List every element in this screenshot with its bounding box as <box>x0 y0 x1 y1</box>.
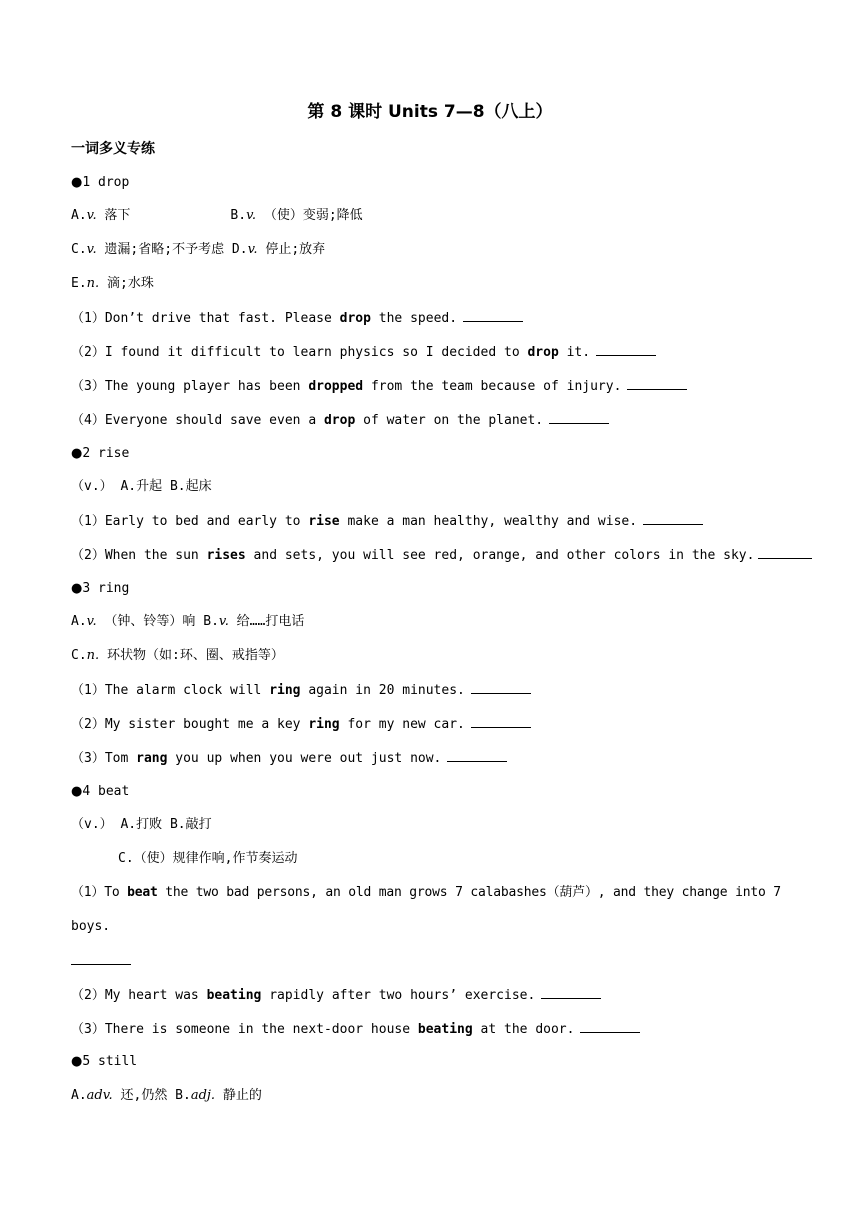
page-title: 第 8 课时 Units 7—8（八上） <box>307 102 553 122</box>
answer-blank[interactable] <box>463 309 523 322</box>
text-span: drop <box>339 311 371 326</box>
text-span: （3）Tom <box>71 751 137 766</box>
option-row <box>71 613 801 631</box>
text-span: dropped <box>308 379 364 394</box>
text-span: for my new car. <box>339 717 465 732</box>
option-row <box>71 241 801 259</box>
answer-blank[interactable] <box>471 681 531 694</box>
text-span: v. <box>218 614 229 629</box>
text-span: 2 rise <box>82 446 130 461</box>
sentence-row <box>71 986 801 1005</box>
text-span: 4 beat <box>82 784 130 799</box>
answer-blank[interactable] <box>471 715 531 728</box>
answer-blank[interactable] <box>541 986 601 999</box>
sentence-row <box>71 715 801 734</box>
text-span: （v.） A.升起 B.起床 <box>71 479 212 494</box>
sentence-row <box>71 411 801 430</box>
text-span: C. <box>71 242 87 257</box>
sentence-row <box>71 546 831 565</box>
answer-blank[interactable] <box>758 546 812 559</box>
text-span: from the team because of injury. <box>363 379 622 394</box>
option-row <box>71 816 801 834</box>
text-span: ring <box>269 683 301 698</box>
option-row <box>71 207 801 225</box>
text-span: C. <box>71 648 87 663</box>
text-span: D. <box>231 242 248 257</box>
text-span: boys. <box>71 919 111 934</box>
option-row <box>71 478 801 496</box>
text-span: A. <box>71 614 87 629</box>
text-span: （2）When the sun <box>71 548 207 563</box>
text-span: 3 ring <box>82 581 130 596</box>
text-span: 1 drop <box>82 175 130 190</box>
text-span: rises <box>206 548 246 563</box>
sentence-row <box>71 309 801 328</box>
text-span: （钟、铃等）响 <box>96 614 196 629</box>
bullet-icon: ● <box>71 784 83 799</box>
answer-blank[interactable] <box>627 377 687 390</box>
sentence-row <box>71 343 801 362</box>
text-span: ring <box>308 717 340 732</box>
sentence-row <box>71 749 801 768</box>
sentence-row <box>71 1020 801 1039</box>
text-span: A. <box>71 1088 87 1103</box>
text-span: v. <box>246 208 257 223</box>
text-span: 滴;水珠 <box>99 276 154 291</box>
text-span: （2）My heart was <box>71 988 207 1003</box>
answer-blank[interactable] <box>580 1020 640 1033</box>
text-span: （3）There is someone in the next-door house <box>71 1022 418 1037</box>
text-span: adj. <box>190 1088 216 1103</box>
answer-blank[interactable] <box>643 512 703 525</box>
text-span: make a man healthy, wealthy and wise. <box>339 514 638 529</box>
text-span: （1）Don’t drive that fast. Please <box>71 311 340 326</box>
word-header-beat <box>71 783 801 801</box>
text-span: beating <box>417 1022 473 1037</box>
sentence-row <box>71 377 801 396</box>
text-span: 给……打电话 <box>228 614 305 629</box>
text-span: 落下 <box>96 208 131 223</box>
bullet-icon: ● <box>71 175 83 190</box>
answer-blank[interactable] <box>71 952 131 965</box>
text-span: 遗漏;省略;不予考虑 <box>96 242 225 257</box>
text-span: drop <box>527 345 559 360</box>
bullet-icon: ● <box>71 446 83 461</box>
answer-blank[interactable] <box>596 343 656 356</box>
text-span: （2）My sister bought me a key <box>71 717 309 732</box>
word-header-rise <box>71 445 801 463</box>
text-span: B. <box>175 1088 191 1103</box>
text-span: v. <box>247 242 258 257</box>
text-span: the speed. <box>370 311 458 326</box>
option-row <box>71 1087 801 1105</box>
text-span: drop <box>323 413 356 428</box>
text-span: 环状物（如:环、圈、戒指等） <box>99 648 284 663</box>
text-span: 5 still <box>82 1054 138 1069</box>
option-row <box>118 850 848 868</box>
text-span: you up when you were out just now. <box>167 751 442 766</box>
text-span: the two bad persons, an old man grows 7 calabashes（葫芦）, and they change into 7 <box>157 885 781 900</box>
bullet-icon: ● <box>71 581 83 596</box>
text-span: （使）变弱;降低 <box>256 208 363 223</box>
sentence-row <box>71 681 801 700</box>
text-span: n. <box>86 276 100 291</box>
text-span: 还,仍然 <box>112 1088 168 1103</box>
sentence-row-continued <box>71 918 801 936</box>
text-span: （4）Everyone should save even a <box>71 413 324 428</box>
text-span: （2）I found it difficult to learn physics so I decided to <box>71 345 528 360</box>
sentence-row <box>71 952 801 971</box>
text-span: v. <box>86 208 97 223</box>
text-span: and sets, you will see red, orange, and other colors in the sky. <box>245 548 755 563</box>
text-span: B. <box>230 208 247 223</box>
text-span: 静止的 <box>215 1088 262 1103</box>
text-span: （1）Early to bed and early to <box>71 514 309 529</box>
bullet-icon: ● <box>71 1054 83 1069</box>
option-row <box>71 647 801 665</box>
text-span: （1）The alarm clock will <box>71 683 270 698</box>
text-span: it. <box>558 345 591 360</box>
sentence-row <box>71 884 801 902</box>
text-span: （v.） A.打败 B.敲打 <box>71 817 212 832</box>
text-span: A. <box>71 208 87 223</box>
text-span: adv. <box>86 1088 113 1103</box>
text-span: at the door. <box>472 1022 575 1037</box>
text-span: n. <box>86 648 100 663</box>
text-span: of water on the planet. <box>355 413 544 428</box>
answer-blank[interactable] <box>447 749 507 762</box>
text-span: rapidly after two hours’ exercise. <box>261 988 536 1003</box>
text-span: E. <box>71 276 87 291</box>
word-header-still <box>71 1053 801 1071</box>
text-span: C.（使）规律作响,作节奏运动 <box>118 851 298 866</box>
text-span: （3）The young player has been <box>71 379 309 394</box>
text-span: B. <box>203 614 219 629</box>
text-span: again in 20 minutes. <box>300 683 465 698</box>
text-span: v. <box>86 242 97 257</box>
text-span: rang <box>136 751 168 766</box>
text-span: （1）To <box>71 885 128 900</box>
text-span: beat <box>127 885 158 900</box>
text-span: beating <box>206 988 262 1003</box>
text-span: 停止;放弃 <box>257 242 326 257</box>
text-span: rise <box>308 514 340 529</box>
word-header-drop <box>71 174 801 192</box>
answer-blank[interactable] <box>549 411 609 424</box>
section-heading: 一词多义专练 <box>71 141 155 157</box>
word-header-ring <box>71 580 801 598</box>
option-row <box>71 275 801 293</box>
text-span: v. <box>86 614 97 629</box>
sentence-row <box>71 512 801 531</box>
